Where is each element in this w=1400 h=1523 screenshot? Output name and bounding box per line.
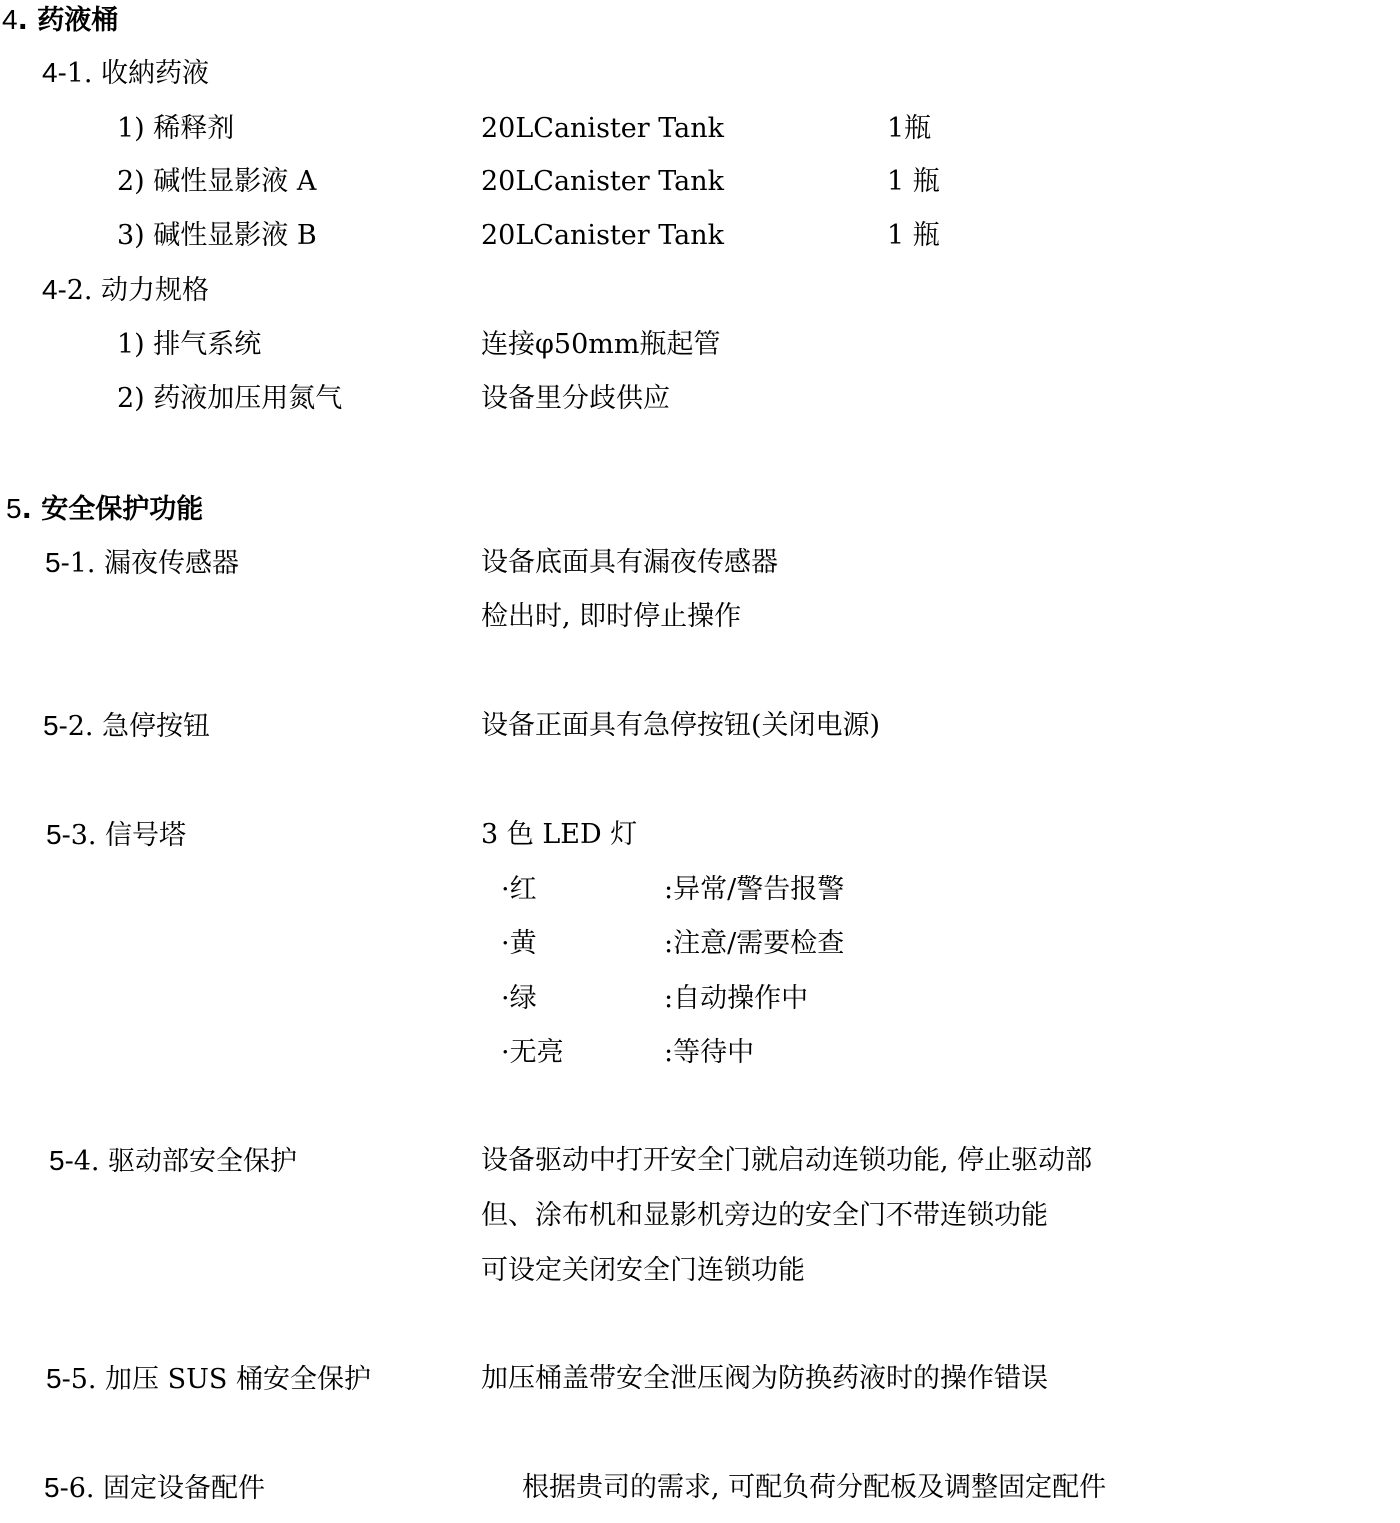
- utility-label: 1) 排气系统: [117, 329, 262, 360]
- section-title: . 药液桶: [17, 5, 119, 36]
- description-line: 设备正面具有急停按钮(关闭电源): [481, 710, 881, 741]
- description-line: 根据贵司的需求, 可配负荷分配板及调整固定配件: [522, 1472, 1107, 1503]
- utility-value: 设备里分歧供应: [481, 383, 670, 414]
- description-line: 设备底面具有漏夜传感器: [481, 547, 778, 578]
- subsection-number: 5: [44, 1472, 60, 1503]
- tank-spec: 20LCanister Tank: [481, 166, 724, 197]
- signal-meaning: :自动操作中: [664, 983, 809, 1014]
- subsection-label: -2. 急停按钮: [58, 711, 211, 742]
- utility-label: 2) 药液加压用氮气: [117, 383, 343, 414]
- signal-color: ·黄: [501, 928, 537, 959]
- tank-label: 1) 稀释剂: [117, 113, 235, 144]
- subsection-4-2: [42, 273, 209, 308]
- subsection-label: -5. 加压 SUS 桶安全保护: [61, 1364, 371, 1395]
- subsection-number: 5: [45, 547, 61, 578]
- section-title: . 安全保护功能: [21, 494, 204, 525]
- subsection-label: -6. 固定设备配件: [59, 1473, 266, 1504]
- tank-spec: 20LCanister Tank: [481, 220, 724, 251]
- signal-meaning: :等待中: [664, 1037, 755, 1068]
- subsection-5-2: [43, 709, 210, 744]
- tank-label: 2) 碱性显影液 A: [117, 166, 317, 197]
- tank-qty: 1 瓶: [887, 220, 940, 251]
- tank-spec: 20LCanister Tank: [481, 113, 724, 144]
- description-line: 但、涂布机和显影机旁边的安全门不带连锁功能: [481, 1200, 1048, 1231]
- subsection-5-6: [44, 1471, 265, 1506]
- subsection-label: -3. 信号塔: [61, 820, 187, 851]
- description-line: 加压桶盖带安全泄压阀为防换药液时的操作错误: [481, 1363, 1048, 1394]
- subsection-number: 5: [43, 710, 59, 741]
- subsection-5-5: [46, 1362, 371, 1397]
- signal-meaning: :注意/需要检查: [664, 928, 845, 959]
- signal-meaning: :异常/警告报警: [664, 874, 845, 905]
- tank-qty: 1瓶: [887, 113, 932, 144]
- subsection-5-3: [46, 818, 186, 853]
- subsection-label: -1. 收納药液: [57, 58, 210, 89]
- subsection-label: -2. 动力规格: [57, 275, 210, 306]
- utility-value: 连接φ50mm瓶起管: [481, 329, 721, 360]
- section-number: 5: [6, 493, 22, 524]
- subsection-5-1: [45, 546, 239, 581]
- description-line: 可设定关闭安全门连锁功能: [481, 1255, 805, 1286]
- section5-heading: [6, 492, 203, 527]
- description-line: 3 色 LED 灯: [481, 819, 638, 850]
- description-line: 检出时, 即时停止操作: [481, 601, 742, 632]
- signal-color: ·无亮: [501, 1037, 564, 1068]
- description-line: 设备驱动中打开安全门就启动连锁功能, 停止驱动部: [481, 1145, 1093, 1176]
- subsection-5-4: [49, 1144, 297, 1179]
- subsection-number: 5: [49, 1145, 65, 1176]
- signal-color: ·绿: [501, 983, 537, 1014]
- subsection-number: 4: [42, 274, 58, 305]
- subsection-number: 5: [46, 819, 62, 850]
- section-number: 4: [2, 4, 18, 35]
- section4-heading: [2, 3, 118, 38]
- subsection-label: -4. 驱动部安全保护: [64, 1146, 298, 1177]
- signal-color: ·红: [501, 874, 537, 905]
- tank-label: 3) 碱性显影液 B: [117, 220, 317, 251]
- subsection-number: 5: [46, 1363, 62, 1394]
- subsection-label: -1. 漏夜传感器: [60, 548, 240, 579]
- subsection-number: 4: [42, 57, 58, 88]
- tank-qty: 1 瓶: [887, 166, 940, 197]
- subsection-4-1: [42, 56, 209, 91]
